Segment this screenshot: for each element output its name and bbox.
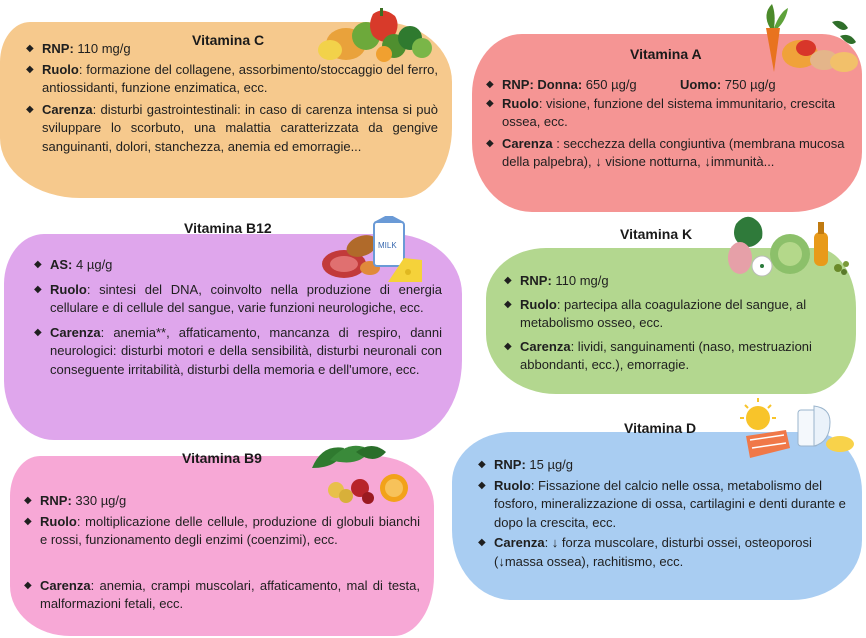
list-item	[478, 534, 854, 571]
item-text: : ↓ forza muscolare, disturbi ossei, osteoporosi (↓massa ossea), rachitismo, ecc.	[494, 535, 812, 569]
item-text: : disturbi gastrointestinali: in caso di carenza intensa si può sviluppare lo scorbuto, una malattia caratterizzata da gengive sanguinanti, dolori, stanchezza, anemia ed emorragie...	[42, 101, 438, 154]
item-text: : partecipa alla coagulazione del sangue, al metabolismo osseo, ecc.	[520, 296, 807, 330]
list-item	[504, 272, 848, 291]
item-text: : secchezza della congiuntiva (membrana mucosa della palpebra), ↓ visione notturna, ↓immunità...	[502, 135, 845, 169]
bullet-icon: ◆	[34, 259, 42, 270]
item-text: : Fissazione del calcio nelle ossa, metabolismo del fosforo, mineralizzazione di ossa, cartilagini e denti durante e dopo la crescita, ecc.	[494, 477, 846, 530]
list-item	[34, 281, 442, 318]
list-item	[34, 324, 442, 380]
item-text: 110 mg/g	[73, 41, 131, 56]
item-text: 110 mg/g	[551, 273, 609, 288]
list-item	[34, 256, 442, 275]
item-label: RNP:	[494, 457, 526, 472]
bullet-icon: ◆	[478, 479, 486, 491]
item-text: 4 µg/g	[72, 257, 113, 272]
item-text: : lividi, sanguinamenti (naso, mestruazioni abbondanti, ecc.), emorragie.	[520, 338, 812, 372]
bullet-icon: ◆	[26, 103, 34, 115]
item-label: Carenza	[42, 101, 93, 117]
item-text: : visione, funzione del sistema immunitario, crescita ossea, ecc.	[502, 95, 836, 129]
vitamin-b12-title: Vitamina B12	[184, 220, 272, 236]
list-item	[486, 95, 856, 132]
vitamin-d-title: Vitamina D	[624, 420, 697, 436]
item-text: : formazione del collagene, assorbimento/stoccaggio del ferro, antiossidanti, funzione enzimatica, ecc.	[42, 61, 438, 95]
list-item	[478, 477, 854, 533]
vitamin-k-body	[504, 272, 848, 380]
list-item	[24, 577, 420, 614]
item-label: RNP:	[42, 41, 74, 56]
item-label: Carenza	[520, 338, 571, 354]
item-label: RNP:	[520, 273, 552, 288]
vitamin-k-title: Vitamina K	[620, 226, 693, 242]
milk-label: MILK	[378, 241, 397, 250]
vitamin-b9-title: Vitamina B9	[182, 450, 262, 466]
bullet-icon: ◆	[478, 537, 486, 548]
bullet-icon: ◆	[24, 515, 32, 527]
vitamin-c-body	[26, 40, 438, 161]
list-item	[24, 513, 420, 550]
item-label: Ruolo	[494, 477, 531, 493]
vitamin-a-title: Vitamina A	[630, 46, 702, 62]
item-label: Carenza	[494, 535, 545, 550]
item-label: Carenza	[40, 577, 91, 593]
uomo-label: Uomo:	[680, 77, 722, 92]
bullet-icon: ◆	[486, 79, 494, 90]
item-label: Ruolo	[40, 513, 77, 529]
list-item	[486, 76, 856, 95]
item-label: RNP:	[502, 77, 534, 92]
item-label: Carenza	[50, 324, 101, 340]
bullet-icon: ◆	[504, 340, 512, 352]
bullet-icon: ◆	[26, 63, 34, 75]
item-text: : sintesi del DNA, coinvolto nella produzione di energia cellulare e di cellule del sangue, varie funzioni neurologiche, ecc.	[50, 281, 442, 315]
vitamin-b12-body	[34, 256, 442, 384]
item-label: RNP:	[40, 493, 72, 508]
item-text: 15 µg/g	[525, 457, 574, 472]
bullet-icon: ◆	[486, 137, 494, 149]
uomo-value: 750 µg/g	[721, 77, 776, 92]
vitamin-b9-body	[24, 492, 420, 619]
vitamin-d-body	[478, 456, 854, 576]
bullet-icon: ◆	[478, 459, 486, 470]
vitamin-a-body	[486, 76, 856, 177]
carrot-mango-egg-icon	[740, 2, 864, 80]
list-item	[26, 61, 438, 98]
bullet-icon: ◆	[504, 275, 512, 286]
list-item	[26, 40, 438, 59]
sun-salmon-milk-icon	[736, 396, 860, 462]
list-item	[24, 492, 420, 511]
item-text: : anemia**, affaticamento, mancanza di respiro, danni neurologici: disturbi motori e della sensibilità, disturbi neuronali con conseguente irritabilità, disturbi della memoria e dell'umore, ecc.	[50, 324, 442, 377]
vitamin-c-title: Vitamina C	[192, 32, 265, 48]
list-item	[504, 338, 848, 375]
item-label: Ruolo	[520, 296, 557, 312]
item-text: 330 µg/g	[71, 493, 127, 508]
list-item	[486, 135, 856, 172]
bullet-icon: ◆	[486, 97, 494, 109]
item-text: : moltiplicazione delle cellule, produzione di globuli bianchi e rossi, funzionamento degli enzimi (coenzimi), ecc.	[40, 513, 420, 547]
item-label: Ruolo	[42, 61, 79, 77]
donna-value: 650 µg/g	[582, 77, 637, 92]
list-item	[26, 101, 438, 157]
item-label: Carenza	[502, 135, 553, 151]
item-label: Ruolo	[50, 281, 87, 297]
list-item	[478, 456, 854, 475]
item-label: Ruolo	[502, 95, 539, 111]
bullet-icon: ◆	[34, 326, 42, 338]
bullet-icon: ◆	[504, 298, 512, 310]
item-label: AS:	[50, 257, 73, 272]
item-text: : anemia, crampi muscolari, affaticamento, mal di testa, malformazioni fetali, ecc.	[40, 577, 420, 611]
bullet-icon: ◆	[26, 43, 34, 54]
bullet-icon: ◆	[24, 495, 32, 506]
bullet-icon: ◆	[34, 283, 42, 295]
donna-label: Donna:	[537, 77, 583, 92]
list-item	[504, 296, 848, 333]
bullet-icon: ◆	[24, 579, 32, 591]
